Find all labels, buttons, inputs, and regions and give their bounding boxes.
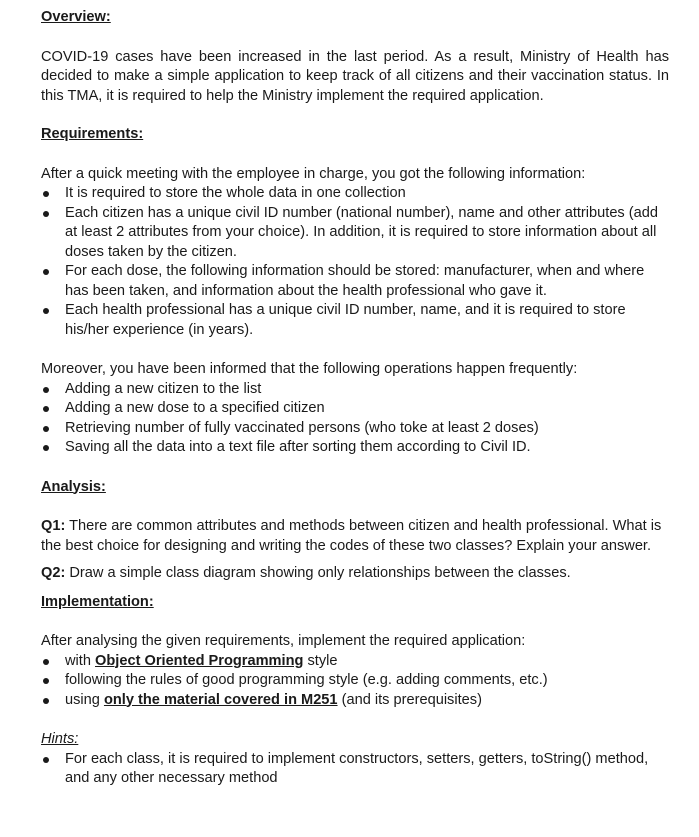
emphasis-text: Object Oriented Programming: [95, 652, 304, 669]
list-item: following the rules of good programming style (e.g. adding comments, etc.): [41, 671, 669, 691]
implementation-intro: After analysing the given requirements, implement the required application:: [41, 633, 526, 649]
question-1-label: Q1:: [41, 518, 66, 534]
list-item: Adding a new citizen to the list: [41, 380, 669, 400]
analysis-heading: Analysis:: [41, 478, 106, 495]
bullet-icon: [43, 426, 49, 432]
bullet-icon: [43, 445, 49, 451]
list-item: with Object Oriented Programming style: [41, 652, 669, 672]
requirements-list: [41, 184, 669, 340]
list-item: Adding a new dose to a specified citizen: [41, 399, 669, 419]
list-item: For each dose, the following information should be stored: manufacturer, when and where has been taken, and information about the health professional who gave it.: [41, 262, 669, 301]
bullet-icon: [43, 191, 49, 197]
bullet-icon: [43, 387, 49, 393]
emphasis-text: only the material covered in M251: [103, 691, 338, 708]
operations-intro: Moreover, you have been informed that the following operations happen frequently:: [41, 361, 578, 377]
list-item: Saving all the data into a text file after sorting them according to Civil ID.: [41, 438, 669, 458]
question-2-text: Draw a simple class diagram showing only relationships between the classes.: [65, 565, 571, 581]
operations-list: [41, 380, 669, 458]
bullet-icon: [43, 757, 49, 763]
question-2-label: Q2:: [41, 565, 66, 581]
list-item: Retrieving number of fully vaccinated persons (who toke at least 2 doses): [41, 419, 669, 439]
bullet-icon: [43, 659, 49, 665]
list-item: Each citizen has a unique civil ID number (national number), name and other attributes (add at least 2 attributes from your choice). In addition, it is required to store information about all doses taken by the citizen.: [41, 204, 669, 263]
hints-list: [41, 750, 669, 789]
list-item: Each health professional has a unique civil ID number, name, and it is required to store his/her experience (in years).: [41, 301, 669, 340]
requirements-heading: Requirements:: [41, 126, 144, 142]
list-item: For each class, it is required to implement constructors, setters, getters, toString() method, and any other necessary method: [41, 750, 669, 789]
overview-paragraph: COVID-19 cases have been increased in the last period. As a result, Ministry of Health has decided to make a simple application to keep track of all citizens and their vaccination status. In this TMA, it is required to help the Ministry implement the required application.: [41, 48, 669, 104]
overview-heading: Overview:: [41, 9, 111, 25]
bullet-icon: [43, 406, 49, 412]
bullet-icon: [43, 269, 49, 275]
hints-heading: Hints:: [41, 731, 79, 747]
bullet-icon: [43, 308, 49, 314]
implementation-heading: Implementation:: [41, 593, 154, 610]
question-2: [41, 564, 669, 584]
question-1: [41, 517, 669, 556]
implementation-list: [41, 652, 669, 711]
list-item: using only the material covered in M251 (and its prerequisites): [41, 691, 669, 711]
bullet-icon: [43, 698, 49, 704]
list-item: It is required to store the whole data in one collection: [41, 184, 669, 204]
question-1-text: There are common attributes and methods between citizen and health professional. What is the best choice for designing and writing the codes of these two classes? Explain your answer.: [41, 518, 662, 554]
bullet-icon: [43, 211, 49, 217]
requirements-intro: After a quick meeting with the employee in charge, you got the following information:: [41, 165, 586, 182]
bullet-icon: [43, 678, 49, 684]
